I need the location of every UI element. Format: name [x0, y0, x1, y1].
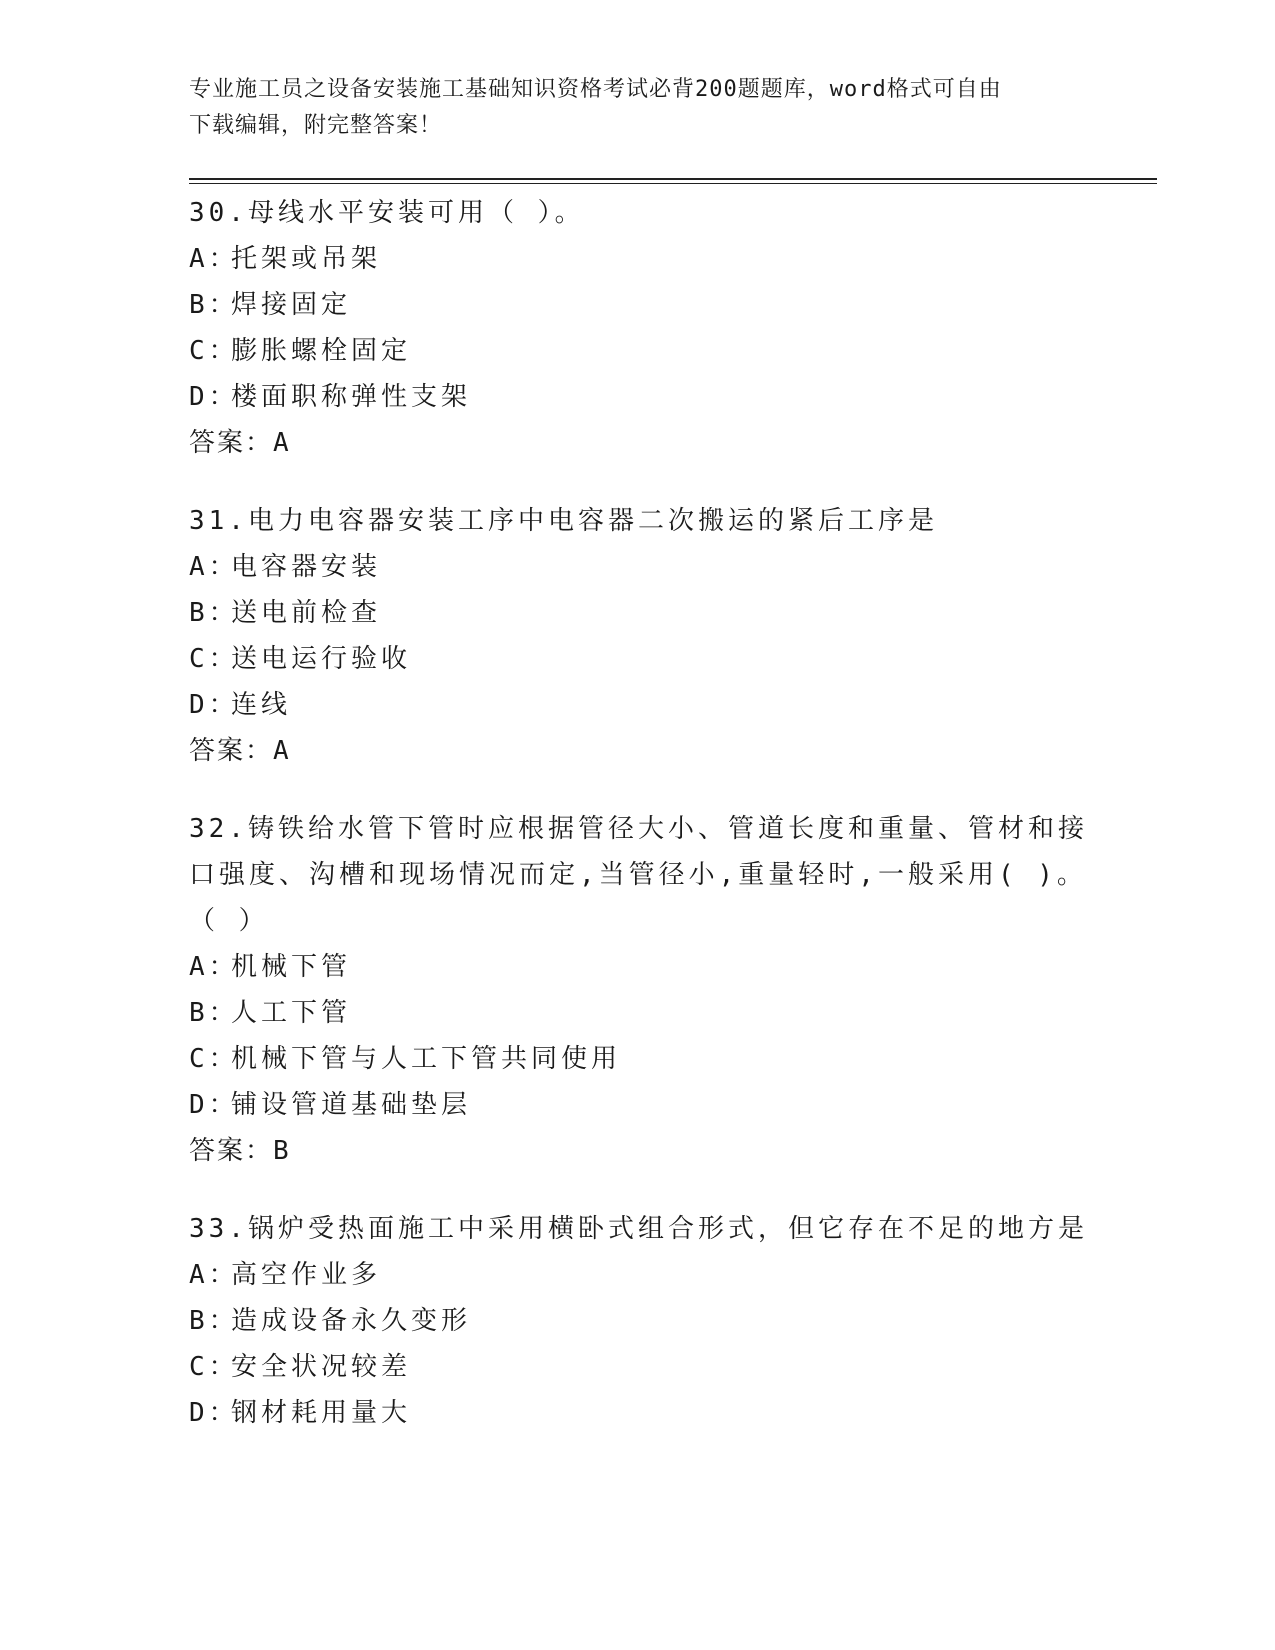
option-d [189, 1082, 1089, 1128]
option-text: 楼面职称弹性支架 [231, 382, 472, 412]
option-text: 送电运行验收 [231, 644, 412, 674]
header-divider-thin [189, 183, 1157, 184]
option-key: D： [189, 1398, 239, 1428]
option-key: D： [189, 382, 239, 412]
option-d [189, 374, 1089, 420]
answer-line: 答案：A [189, 736, 291, 766]
option-b [189, 590, 1089, 636]
option-key: B： [189, 598, 239, 628]
option-text: 焊接固定 [231, 290, 352, 320]
option-c [189, 328, 1089, 374]
question-32 [189, 806, 1089, 1174]
option-key: C： [189, 644, 239, 674]
option-c [189, 1344, 1089, 1390]
option-key: A： [189, 244, 239, 274]
question-stem: 32.铸铁给水管下管时应根据管径大小、管道长度和重量、管材和接口强度、沟槽和现场情况而定,当管径小,重量轻时,一般采用( )。（ ） [189, 814, 1088, 936]
question-stem: 30.母线水平安装可用（ ）。 [189, 198, 585, 228]
document-header [189, 72, 1089, 144]
option-text: 安全状况较差 [231, 1352, 412, 1382]
option-text: 送电前检查 [231, 598, 382, 628]
question-31 [189, 498, 1089, 774]
option-key: A： [189, 1260, 239, 1290]
answer-line: 答案：A [189, 428, 291, 458]
question-stem: 33.锅炉受热面施工中采用横卧式组合形式，但它存在不足的地方是 [189, 1214, 1088, 1244]
question-33 [189, 1206, 1089, 1436]
option-key: B： [189, 1306, 239, 1336]
option-b [189, 1298, 1089, 1344]
option-text: 托架或吊架 [231, 244, 382, 274]
option-text: 钢材耗用量大 [231, 1398, 412, 1428]
option-a [189, 944, 1089, 990]
option-a [189, 236, 1089, 282]
option-text: 机械下管 [231, 952, 352, 982]
option-text: 造成设备永久变形 [231, 1306, 472, 1336]
option-key: C： [189, 336, 239, 366]
option-text: 铺设管道基础垫层 [231, 1090, 472, 1120]
option-key: D： [189, 1090, 239, 1120]
option-a [189, 1252, 1089, 1298]
option-text: 膨胀螺栓固定 [231, 336, 412, 366]
option-text: 连线 [231, 690, 292, 720]
option-c [189, 636, 1089, 682]
option-key: C： [189, 1044, 239, 1074]
option-b [189, 990, 1089, 1036]
header-divider [189, 178, 1157, 180]
option-key: A： [189, 552, 239, 582]
option-key: D： [189, 690, 239, 720]
option-text: 电容器安装 [231, 552, 382, 582]
question-30 [189, 190, 1089, 466]
option-d [189, 1390, 1089, 1436]
answer-line: 答案：B [189, 1136, 291, 1166]
option-c [189, 1036, 1089, 1082]
option-key: C： [189, 1352, 239, 1382]
question-stem: 31.电力电容器安装工序中电容器二次搬运的紧后工序是 [189, 506, 938, 536]
question-list [189, 190, 1089, 1468]
option-key: A： [189, 952, 239, 982]
option-text: 机械下管与人工下管共同使用 [231, 1044, 622, 1074]
option-key: B： [189, 998, 239, 1028]
option-b [189, 282, 1089, 328]
option-d [189, 682, 1089, 728]
header-line-1: 专业施工员之设备安装施工基础知识资格考试必背200题题库，word格式可自由 [189, 77, 1002, 102]
option-text: 高空作业多 [231, 1260, 382, 1290]
header-line-2: 下载编辑，附完整答案！ [189, 113, 443, 138]
option-text: 人工下管 [231, 998, 352, 1028]
option-a [189, 544, 1089, 590]
option-key: B： [189, 290, 239, 320]
